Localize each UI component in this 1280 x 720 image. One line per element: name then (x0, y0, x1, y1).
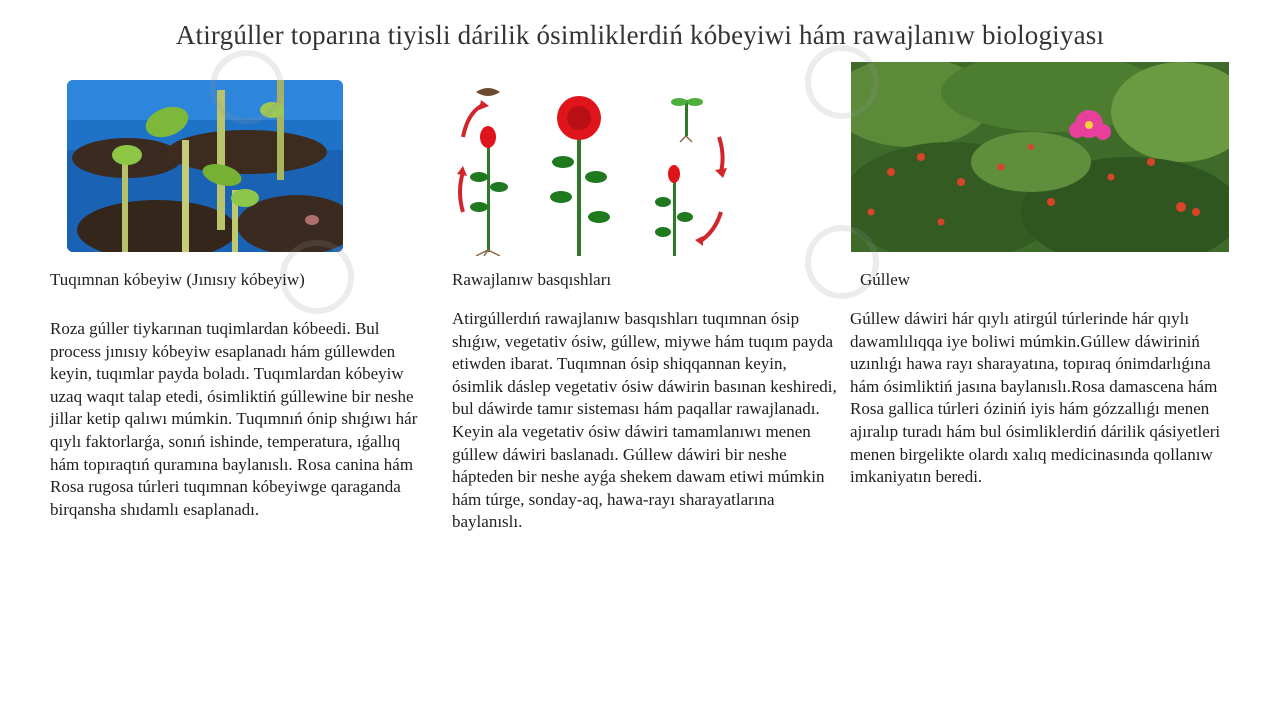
section-text-development-stages: Atirgúllerdıń rawajlanıw basqıshları tuqımnan ósip shıǵıw, vegetativ ósiw, gúllew, miywe hám tuqım payda etiwden ibarat. Tuqımnan ósip shiqqannan keyin, ósimlik dáslep vegetativ ósiw dáwirin basınan keshiredi, bul dáwirde tamır sisteması hám paqallar rawajlanadı. Keyin ala vegetativ ósiw dáwiri tamamlanıwı menen gúllew dáwiri baslanadı. Gúllew dáwiri bir neshe hápteden bir neshe ayǵa shekem dawam etiwi múmkin hám túrge, sonday-aq, hawa-rayı sharayatlarına baylanıslı. (452, 309, 837, 532)
section-heading-seed-reproduction: Tuqımnan kóbeyiw (Jınısıy kóbeyiw) (50, 270, 305, 289)
seedling-photo (67, 80, 343, 252)
section-heading-development-stages: Rawajlanıw basqıshları (452, 270, 612, 289)
rose-growth-cycle-illustration (451, 82, 731, 256)
section-text-flowering: Gúllew dáwiri hár qıylı atirgúl túrlerinde hár qıylı dawamlılıqqa iye boliwi múmkin.Gúllew dáwiriniń uzınlıǵı hawa rayı sharayatına, topıraq ónimdarlıǵına hám ósimliktiń jasına baylanıslı.Rosa damascena hám Rosa gallica túrleri óziniń iyis hám gózzallıǵı menen ajıralıp turadı hám bul ósimliklerdiń dárilik qásiyetleri menen birgelikte olardı xalıq medicinasında qollanıw imkaniyatın beredi. (850, 309, 1221, 487)
section-text-seed-reproduction: Roza gúller tiykarınan tuqimlardan kóbeedi. Bul process jınısıy kóbeyiw esaplanadı hám gúllewden keyin, tuqımlar payda boladı. Tuqımlardan kóbeyiw uzaq waqıt talap etedi, ósimliktiń gúllewine bir neshe jillar ketip qalıwı múmkin. Tuqımnıń ónip shıǵıwı hár qıylı faktorlarǵa, sonıń ishinde, temperatura, ıǵallıq hám topıraqtıń quramına baylanıslı. Rosa canina hám Rosa rugosa túrleri tuqımnan kóbeyiwge qaraganda birqansha shıdamlı esaplanadı. (50, 319, 418, 519)
section-heading-flowering: Gúllew (860, 270, 911, 289)
wild-rose-bush-photo (851, 62, 1229, 252)
page-title: Atirgúller toparına tiyisli dárilik ósimliklerdiń kóbeyiwi hám rawajlanıw biologiyası (175, 20, 1105, 50)
